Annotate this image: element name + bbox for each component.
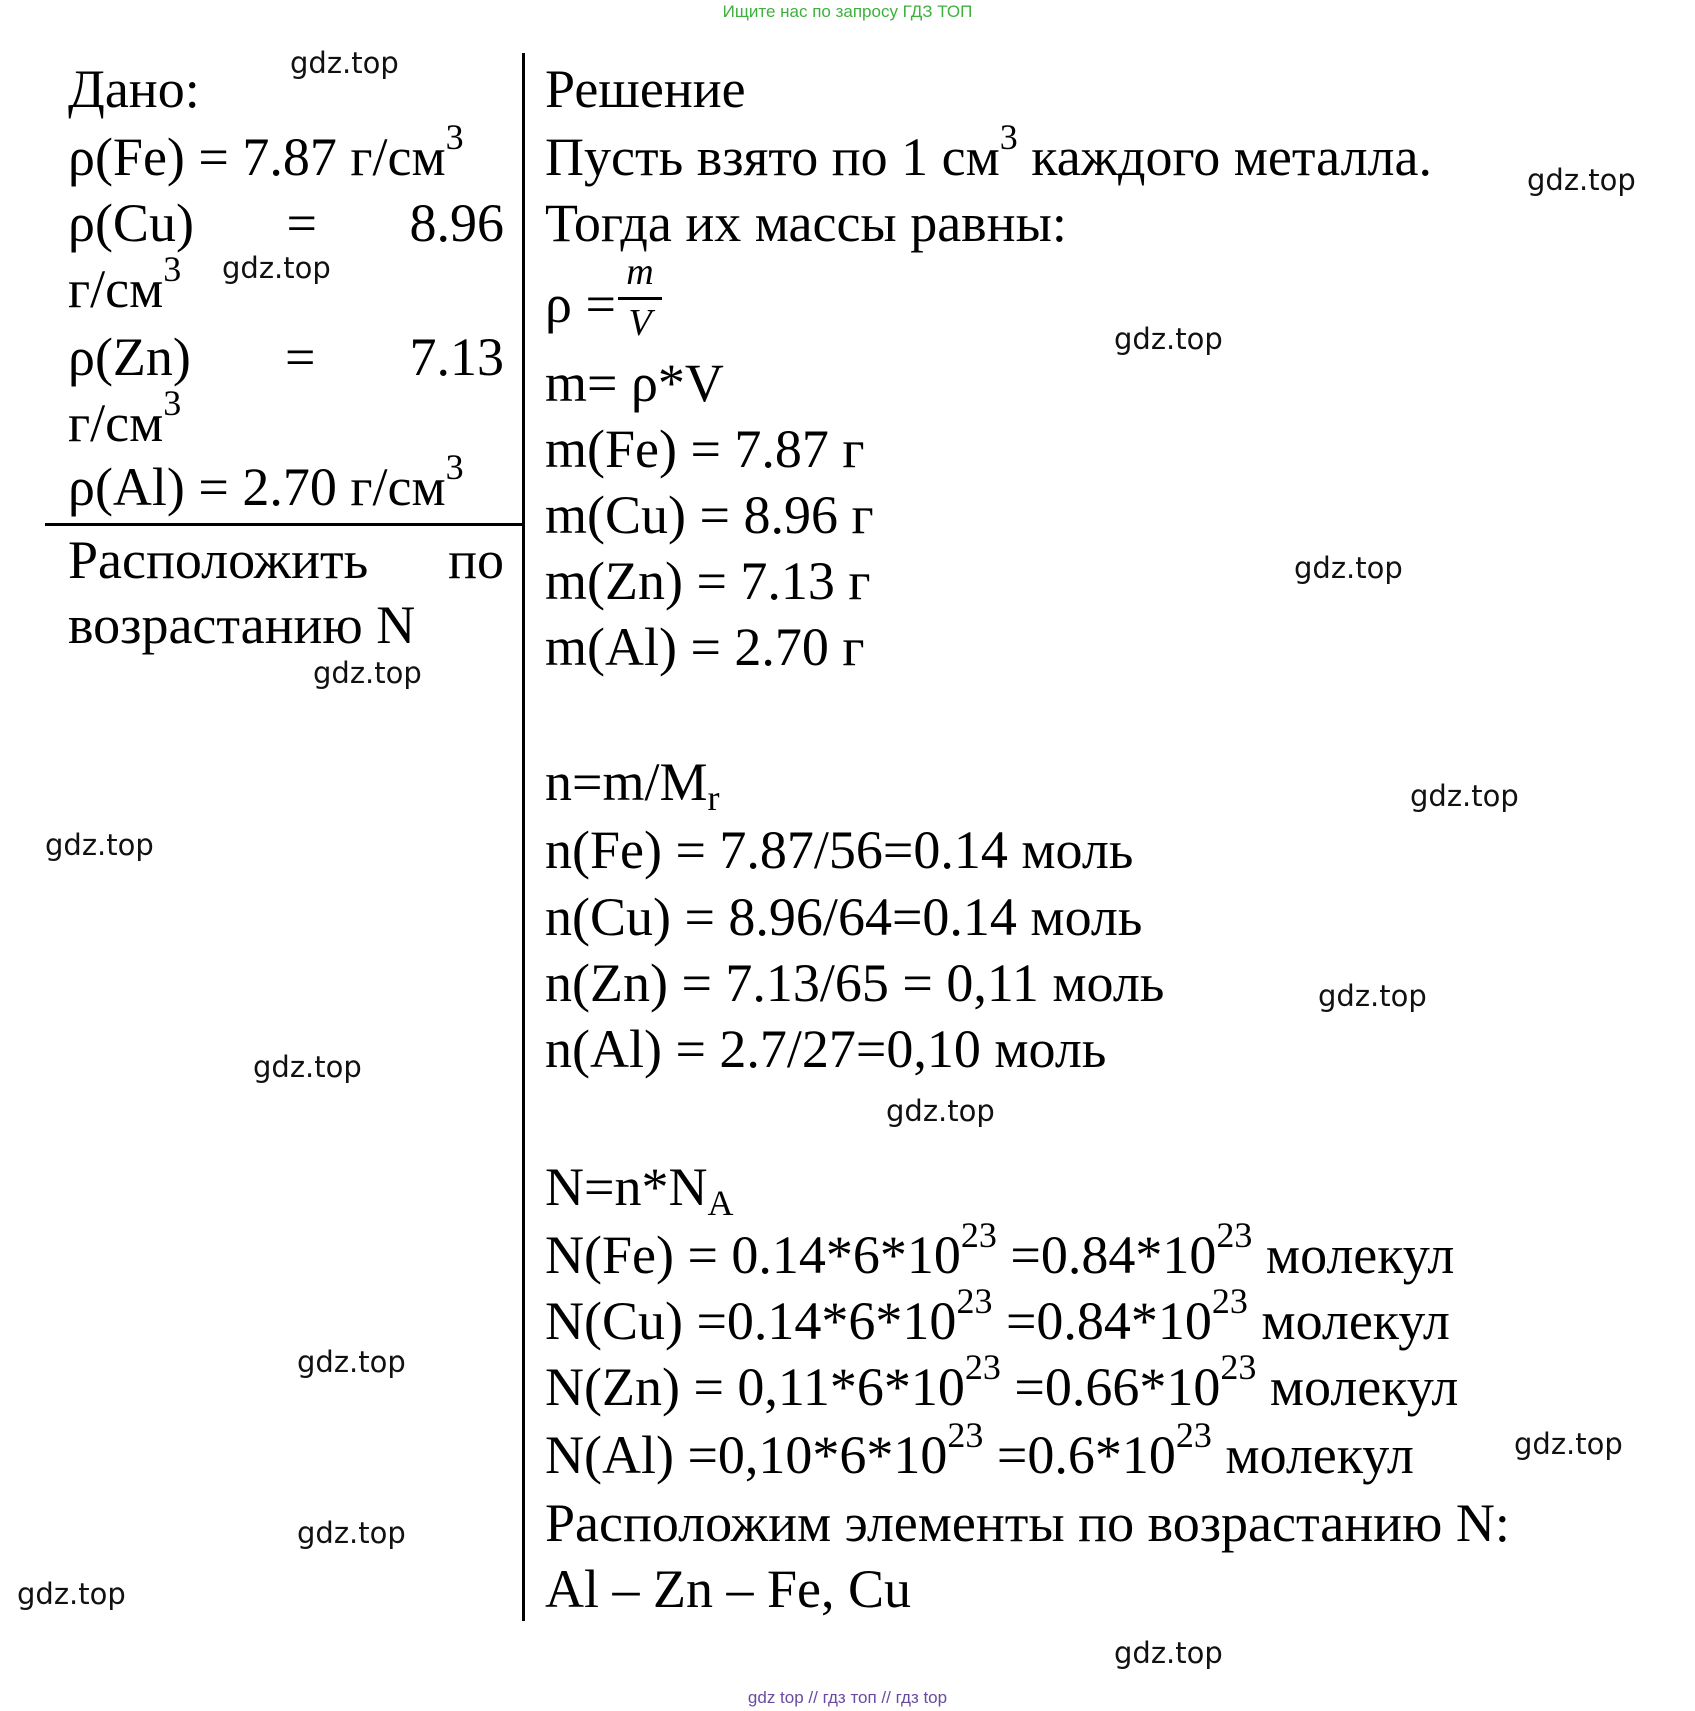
watermark: gdz.top	[1114, 1636, 1223, 1670]
particles-cu: $N(Cu) =0.14*6*10^{23} =0.84*10^{23}$ молекул	[545, 1281, 1450, 1351]
moles-cu: n(Cu) = 8.96/64=0.14 моль	[545, 887, 1143, 947]
watermark: gdz.top	[1318, 979, 1427, 1013]
given-density-fe: ρ(Fe) = 7.87 $г/см^3$	[68, 117, 464, 187]
watermark: gdz.top	[222, 251, 331, 285]
density-fraction	[618, 253, 662, 342]
moles-formula: $n=m/M_r$	[545, 752, 720, 818]
watermark: gdz.top	[297, 1516, 406, 1550]
mass-cu: m(Cu) = 8.96 г	[545, 485, 874, 545]
conclusion-text: Расположим элементы по возрастанию N:	[545, 1493, 1510, 1553]
watermark: gdz.top	[297, 1345, 406, 1379]
conclusion-order: Al – Zn – Fe, Cu	[545, 1559, 912, 1619]
particles-zn: $N(Zn) = 0,11*6*10^{23} =0.66*10^{23}$ молекул	[545, 1347, 1459, 1417]
given-density-cu: ρ(Cu) = 8.96	[68, 193, 504, 253]
solution-title: Решение	[545, 59, 746, 119]
top-banner: Ищите нас по запросу ГДЗ ТОП	[722, 2, 973, 21]
given-density-zn-unit: $г/см^3$	[68, 383, 182, 453]
moles-fe: n(Fe) = 7.87/56=0.14 моль	[545, 820, 1134, 880]
watermark: gdz.top	[1114, 322, 1223, 356]
given-title: Дано:	[68, 59, 200, 119]
fraction-denominator: V	[628, 302, 652, 344]
moles-al: n(Al) = 2.7/27=0,10 моль	[545, 1019, 1107, 1079]
given-density-zn: ρ(Zn) = 7.13	[68, 327, 504, 387]
mass-fe: m(Fe) = 7.87 г	[545, 419, 865, 479]
watermark: gdz.top	[1294, 551, 1403, 585]
watermark: gdz.top	[1410, 779, 1519, 813]
task-line-1: Расположить по	[68, 530, 504, 590]
density-formula-lhs: ρ =	[545, 274, 616, 334]
mass-zn: m(Zn) = 7.13 г	[545, 551, 871, 611]
mass-formula: m= ρ*V	[545, 353, 724, 413]
watermark: gdz.top	[1527, 163, 1636, 197]
given-density-al: ρ(Al) = 2.70 $г/см^3$	[68, 447, 464, 517]
fraction-bar	[618, 297, 662, 300]
mass-al: m(Al) = 2.70 г	[545, 617, 865, 677]
particles-fe: $N(Fe) = 0.14*6*10^{23} =0.84*10^{23}$ молекул	[545, 1215, 1455, 1285]
vertical-divider	[522, 53, 525, 1621]
particles-formula: $N=n*N_A$	[545, 1157, 734, 1223]
watermark: gdz.top	[253, 1050, 362, 1084]
solution-masses-intro: Тогда их массы равны:	[545, 193, 1067, 253]
watermark: gdz.top	[313, 656, 422, 690]
given-divider	[45, 523, 523, 526]
watermark: gdz.top	[1514, 1427, 1623, 1461]
watermark: gdz.top	[45, 828, 154, 862]
bottom-banner: gdz top // гдз топ // гдз top	[747, 1688, 948, 1707]
particles-al: $N(Al) =0,10*6*10^{23} =0.6*10^{23}$ молекул	[545, 1415, 1414, 1485]
solution-assumption: Пусть взято по 1 $см^3$ каждого металла.	[545, 117, 1432, 187]
fraction-numerator: m	[626, 251, 654, 293]
watermark: gdz.top	[886, 1094, 995, 1128]
task-line-2: возрастанию N	[68, 595, 416, 655]
given-density-cu-unit: $г/см^3$	[68, 249, 182, 319]
watermark: gdz.top	[17, 1577, 126, 1611]
moles-zn: n(Zn) = 7.13/65 = 0,11 моль	[545, 953, 1165, 1013]
watermark: gdz.top	[290, 46, 399, 80]
